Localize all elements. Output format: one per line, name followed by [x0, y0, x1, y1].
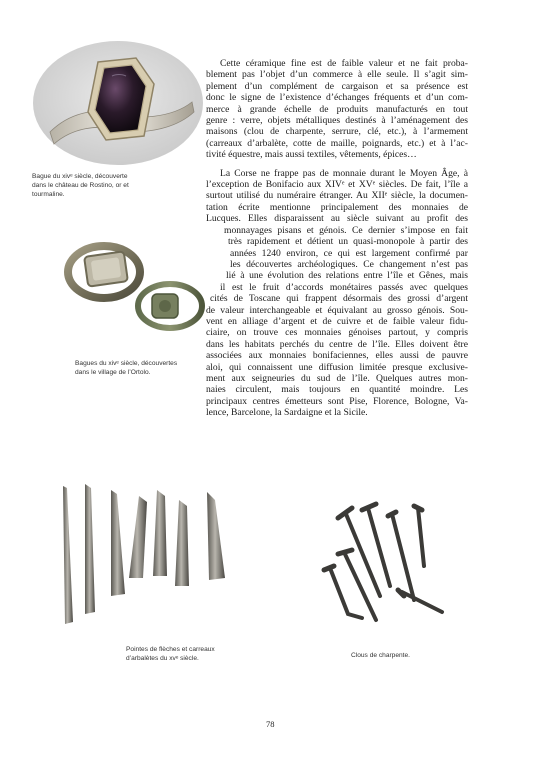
arrowheads-image	[55, 482, 235, 632]
caption-arrowheads: Pointes de flèches et carreaux d’arbalètes du xvᵉ siècle.	[126, 646, 215, 662]
paragraph-1: Cette céramique fine est de faible valeur et ne fait proba- blement pas l’objet d’un commerce à elle seule. Il s’agit sim- plement d’un complément de cargaison et sa présence est donc le signe de l’existence d’échanges fréquents et d’un com- merce à grande échelle de produits manufacturés en tout genre : verre, objets métalliques destinés à l’aménagement des maisons (clou de charpente, serrure, clé, etc.), à l’armement (carreaux d’arbalète, cotte de maille, poignards, etc.) et à l’ac- tivité équestre, mais aussi textiles, vêtements, épices…	[206, 58, 468, 161]
caption-nails: Clous de charpente.	[351, 652, 411, 659]
page-number: 78	[266, 719, 275, 729]
paragraph-2: La Corse ne frappe pas de monnaie durant le Moyen Âge, à l’exception de Bonifacio aux XIVᵉ et XVᵉ siècles. De fait, l’île a surtout utilisé du numéraire étranger. Au XIIᵉ siècle, la documen- tation écrite mentionne principalement des monnaies de Lucques. Elles disparaissent au siècle suivant au profit des monnayages pisans et génois. Ce dernier s’impose en fait très rapidement et détient un quasi-monopole à partir des années 1240 environ, ce qui est largement confirmé par les découvertes archéologiques. Ce changement n’est pas lié à une évolution des relations entre l’île et Gênes, mais il est le fruit d’accords monétaires passés avec quelques cités de Toscane qui frappent désormais des grossi d’argent de valeur interchangeable et équivalant au grosso génois. Sou- vent en alliage d’argent et de cuivre et de faible valeur fidu- ciaire, on trouve ces monnaies génoises partout, y compris dans les habitats perchés du centre de l’île. Elles doivent être associées aux monnaies bonifaciennes, elles aussi de pauvre aloi, qui connaissent une diffusion limitée presque exclusive- ment aux seigneuries du sud de l’île. Quelques autres mon- naies circulent, mais toujours en quantité moindre. Les principaux centres émetteurs sont Pise, Florence, Bologne, Va- lence, Barcelone, la Sardaigne et la Sicile.	[206, 167, 468, 419]
nails-image	[318, 500, 458, 630]
ring-rostino-image	[32, 40, 204, 166]
caption-ring-rostino: Bague du xivᵉ siècle, découverte dans le château de Rostino, or et tourmaline.	[32, 173, 129, 198]
rings-ortolo-image	[64, 232, 210, 342]
caption-rings-ortolo: Bagues du xivᵉ siècle, découvertes dans le village de l’Ortolo.	[75, 360, 178, 376]
text-column	[206, 58, 468, 419]
